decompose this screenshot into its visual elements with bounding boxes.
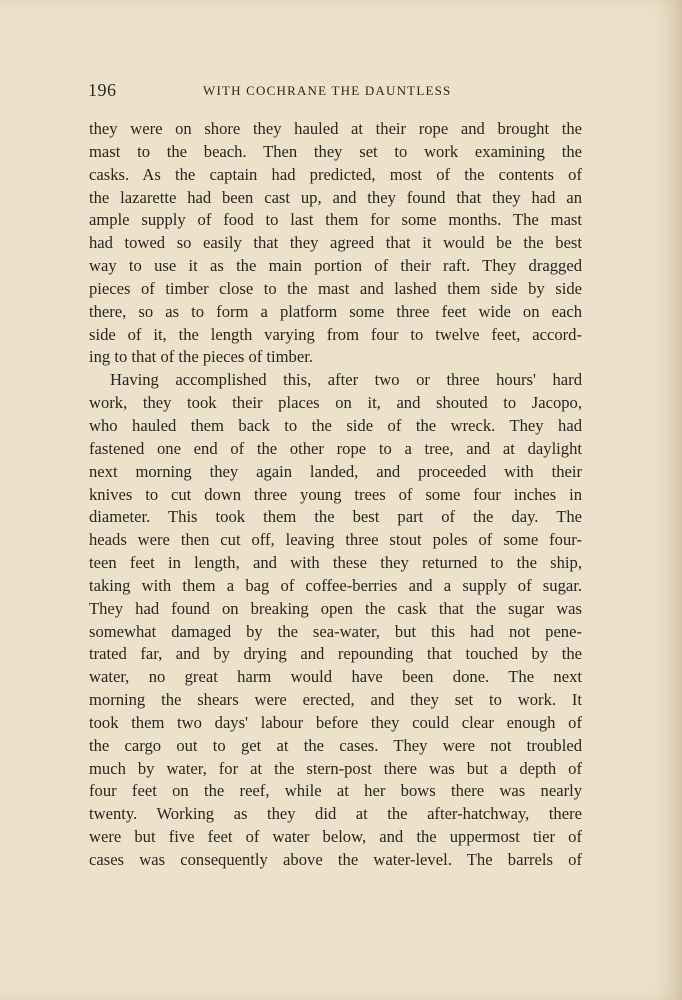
text-line: way to use it as the main portion of their raft. They dragged [89, 256, 582, 276]
page-header [88, 80, 583, 102]
text-line: They had found on breaking open the cask that the sugar was [89, 598, 582, 618]
text-line: the lazarette had been cast up, and they found that they had an [89, 187, 582, 207]
text-line: diameter. This took them the best part of the day. The [89, 507, 582, 527]
text-line: side of it, the length varying from four to twelve feet, accord- [89, 324, 582, 344]
text-line: had towed so easily that they agreed that it would be the best [89, 233, 582, 253]
body-text [89, 118, 582, 872]
running-head: WITH COCHRANE THE DAUNTLESS [203, 83, 452, 98]
text-line: who hauled them back to the side of the wreck. They had [89, 415, 582, 435]
text-line: cases was consequently above the water-level. The barrels of [89, 850, 582, 869]
text-line: much by water, for at the stern-post there was but a depth of [89, 758, 582, 778]
text-line: the cargo out to get at the cases. They were not troubled [89, 735, 582, 755]
text-line: there, so as to form a platform some three feet wide on each [89, 301, 582, 321]
page-number: 196 [88, 80, 117, 100]
text-line: morning the shears were erected, and they set to work. It [89, 690, 582, 710]
text-line: casks. As the captain had predicted, most of the contents of [89, 164, 582, 184]
text-line: pieces of timber close to the mast and lashed them side by side [89, 278, 582, 298]
text-line: were but five feet of water below, and the uppermost tier of [89, 827, 582, 847]
text-line: Having accomplished this, after two or three hours' hard [110, 370, 582, 390]
text-line: somewhat damaged by the sea-water, but this had not pene- [89, 621, 582, 641]
text-line: heads were then cut off, leaving three stout poles of some four- [89, 530, 582, 550]
text-line: work, they took their places on it, and shouted to Jacopo, [89, 393, 582, 413]
text-line: ample supply of food to last them for some months. The mast [89, 210, 582, 230]
text-line: fastened one end of the other rope to a tree, and at daylight [89, 438, 582, 458]
text-line: they were on shore they hauled at their rope and brought the [89, 119, 582, 138]
text-line: next morning they again landed, and proceeded with their [89, 461, 582, 481]
text-line: knives to cut down three young trees of some four inches in [89, 484, 582, 504]
text-line: mast to the beach. Then they set to work examining the [89, 141, 582, 161]
text-line: ing to that of the pieces of timber. [89, 347, 313, 367]
text-line: water, no great harm would have been done. The next [89, 667, 582, 687]
text-line: taking with them a bag of coffee-berries and a supply of sugar. [89, 575, 582, 595]
text-line: four feet on the reef, while at her bows there was nearly [89, 781, 582, 801]
text-line: twenty. Working as they did at the after-hatchway, there [89, 804, 582, 824]
text-line: took them two days' labour before they could clear enough of [89, 712, 582, 732]
text-line: teen feet in length, and with these they returned to the ship, [89, 553, 582, 573]
text-line: trated far, and by drying and repounding that touched by the [89, 644, 582, 664]
